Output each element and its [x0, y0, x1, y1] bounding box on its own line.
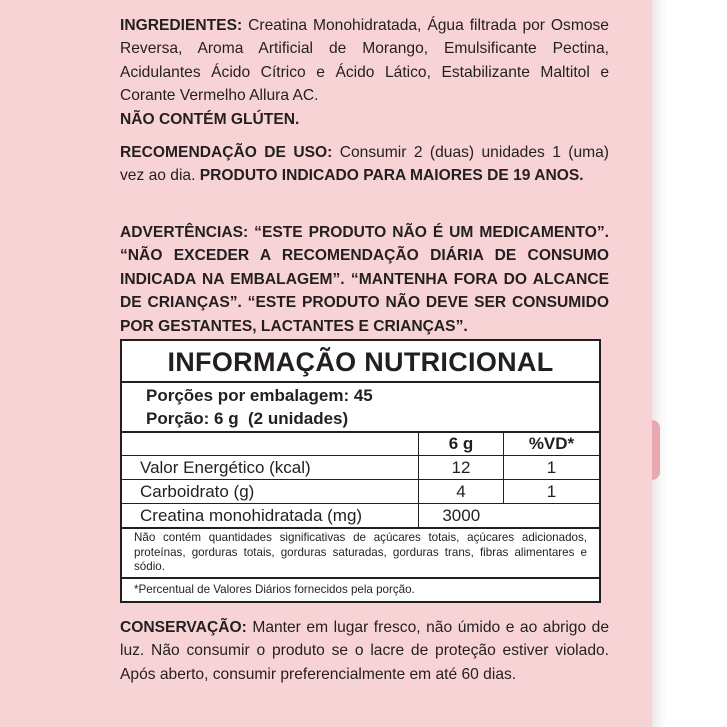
table-row [122, 504, 599, 529]
edge-accent [652, 420, 660, 480]
nutrition-footnote: *Percentual de Valores Diários fornecidos pela porção. [134, 583, 415, 596]
nutrient-name: Valor Energético (kcal) [122, 456, 419, 480]
nutrition-facts-table [120, 339, 601, 603]
conservation-section [120, 616, 609, 686]
table-row [122, 456, 599, 480]
conservation-text: Manter em lugar fresco, não úmido e ao abrigo de luz. Não consumir o produto se o lacre de proteção estiver violado. Após aberto, consumir preferencialmente em até 60 dias. [120, 619, 610, 683]
conservation-label: CONSERVAÇÃO: [120, 619, 247, 636]
nutrient-name: Creatina monohidratada (mg) [122, 504, 419, 529]
ingredients-text: Creatina Monohidratada, Água filtrada por Osmose Reversa, Aroma Artificial de Morango, Emulsificante Pectina, Acidulantes Ácido Cítrico e Ácido Lático, Estabilizante Maltitol e Corante Vermelho Allura AC. [120, 17, 609, 105]
serving-size: Porção: 6 g (2 unidades) [146, 409, 349, 428]
recommendation-text: Consumir 2 (duas) unidades 1 (uma) vez ao dia. [120, 144, 609, 185]
nutrient-amount: 12 [419, 456, 504, 480]
nutrition-grid [122, 433, 599, 529]
nutrient-vd [504, 504, 600, 529]
nutrient-vd: 1 [504, 456, 600, 480]
page-edge [652, 0, 727, 727]
ingredients-label: INGREDIENTES: [120, 17, 243, 34]
recommendation-label: RECOMENDAÇÃO DE USO: [120, 144, 333, 161]
servings-per-package: Porções por embalagem: 45 [146, 386, 373, 405]
nutrient-amount: 4 [419, 480, 504, 504]
header-vd: %VD* [504, 433, 600, 456]
table-row [122, 480, 599, 504]
warnings-label: ADVERTÊNCIAS: [120, 224, 249, 241]
nutrition-title: INFORMAÇÃO NUTRICIONAL [122, 341, 599, 383]
nutrition-portions [122, 383, 599, 433]
nutrition-header-row [122, 433, 599, 456]
recommendation-section [120, 141, 609, 188]
nutrition-note: Não contém quantidades significativas de açúcares totais, açúcares adicionados, proteínas, gorduras totais, gorduras saturadas, gorduras trans, fibras alimentares e sódio. [122, 529, 599, 579]
age-notice: PRODUTO INDICADO PARA MAIORES DE 19 ANOS. [199, 167, 584, 185]
gluten-notice: NÃO CONTÉM GLÚTEN. [120, 110, 300, 128]
nutrient-amount: 3000 [419, 504, 504, 529]
warnings-section [120, 221, 609, 338]
nutrient-name: Carboidrato (g) [122, 480, 419, 504]
warnings-text: “ESTE PRODUTO NÃO É UM MEDICAMENTO”. “NÃO EXCEDER A RECOMENDAÇÃO DIÁRIA DE CONSUMO INDICADA NA EMBALAGEM”. “MANTENHA FORA DO ALCANCE DE CRIANÇAS”. “ESTE PRODUTO NÃO DEVE SER CONSUMIDO POR GESTANTES, LACTANTES E CRIANÇAS”. [120, 224, 609, 335]
header-amount: 6 g [419, 433, 504, 456]
nutrient-vd: 1 [504, 480, 600, 504]
header-blank [122, 433, 419, 456]
ingredients-section [120, 14, 609, 131]
